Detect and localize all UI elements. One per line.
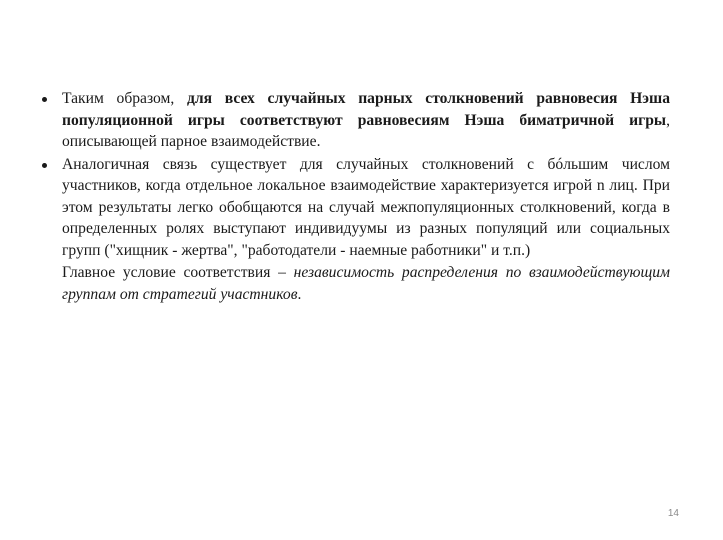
- bullet-1-tail: , описывающей парное взаимодействие.: [62, 111, 670, 150]
- slide-content: [38, 88, 670, 305]
- page-number: 14: [667, 508, 679, 519]
- bullet-item-1: [38, 88, 670, 153]
- bullet-text-1: [62, 88, 670, 153]
- main-condition-paragraph: [38, 262, 670, 305]
- condition-lead: Главное условие соответствия –: [62, 264, 294, 281]
- bullet-1-lead: Таким образом,: [62, 90, 187, 107]
- bullet-item-2: [38, 154, 670, 262]
- bullet-1-bold: для всех случайных парных столкновений равновесия Нэша популяционной игры соответствуют равновесиям Нэша биматричной игры: [62, 90, 670, 129]
- bullet-text-2: Аналогичная связь существует для случайных столкновений с бóльшим числом участников, когда отдельное локальное взаимодействие характеризуется игрой n лиц. При этом результаты легко обобщаются на случай межпопуляционных столкновений, когда в определенных ролях выступают индивидуумы из разных популяций или социальных групп ("хищник - жертва", "работодатели - наемные работники" и т.п.): [62, 155, 670, 259]
- bullet-icon: [42, 97, 47, 102]
- condition-tail: .: [297, 285, 302, 303]
- bullet-icon: [42, 163, 47, 168]
- condition-italic: независимость распределения по взаимодействующим группам от стратегий участников: [62, 264, 670, 303]
